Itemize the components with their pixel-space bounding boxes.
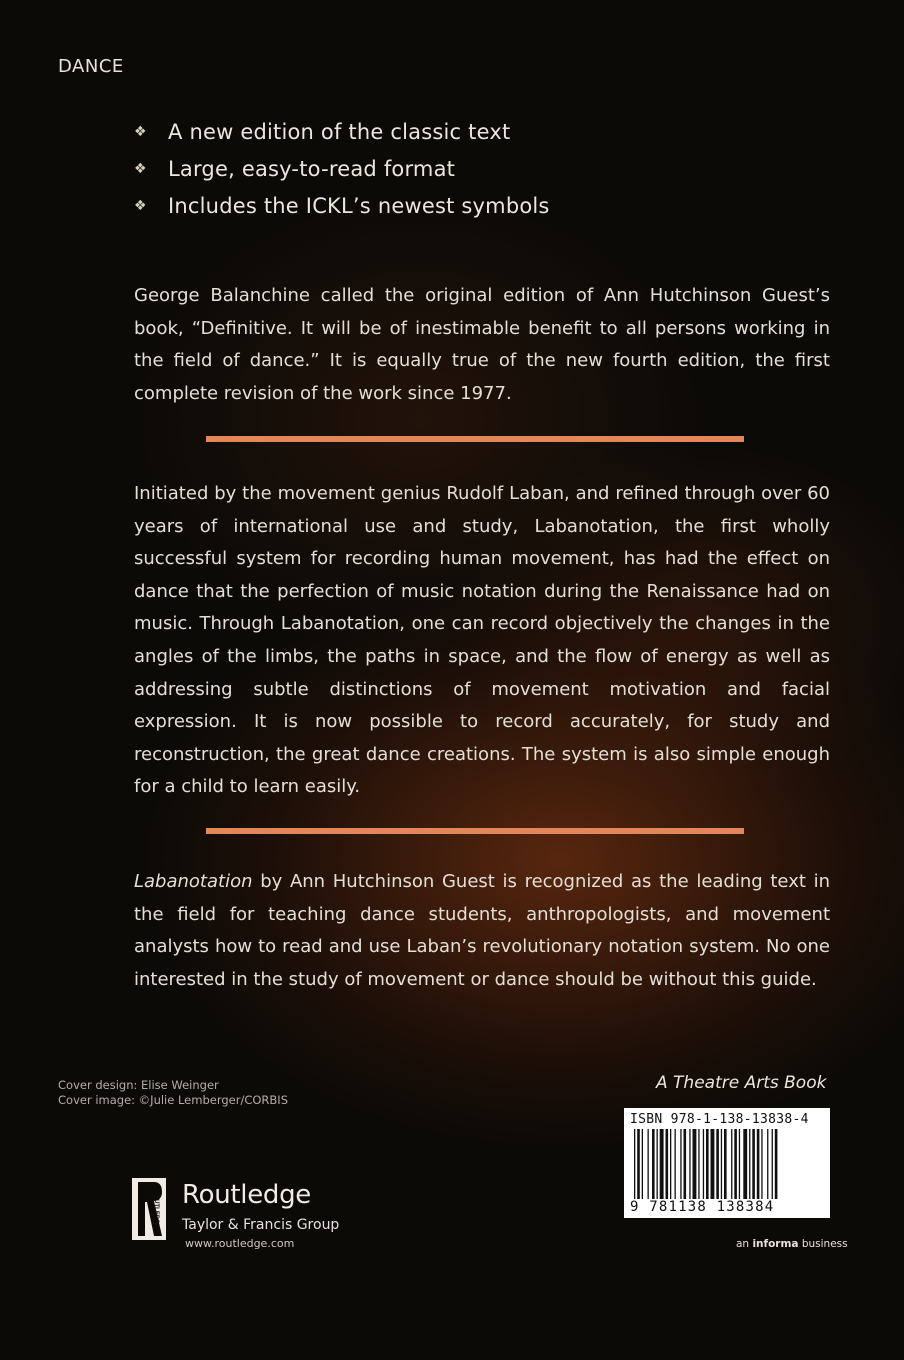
routledge-logo-icon: [132, 1178, 172, 1240]
barcode-bar: [757, 1129, 760, 1199]
balanchine-quote-paragraph: George Balanchine called the original edition of Ann Hutchinson Guest’s book, “Definitive. It will be of inestimable benefit to all persons working in the field of dance.” It is equally true of the new fourth edition, the first complete revision of the work since 1977.: [134, 285, 830, 404]
barcode-bar: [749, 1129, 750, 1199]
divider-rule: [206, 436, 744, 442]
isbn-barcode: [624, 1108, 830, 1218]
barcode-bar: [666, 1129, 669, 1199]
publisher-url: www.routledge.com: [185, 1237, 295, 1250]
barcode-bar: [652, 1129, 655, 1199]
barcode-bar: [660, 1129, 664, 1199]
barcode-bar: [703, 1129, 704, 1199]
list-item: [134, 150, 550, 187]
barcode-bar: [680, 1129, 681, 1199]
barcode-bar: [648, 1129, 649, 1199]
barcode-number: 9 781138 138384: [630, 1199, 775, 1215]
cover-image-credit: Cover image: ©Julie Lemberger/CORBIS: [58, 1093, 288, 1107]
barcode-bar: [670, 1129, 671, 1199]
logo-text: ROUTLEDGE: [153, 1190, 159, 1228]
list-item: [134, 187, 550, 224]
book-title: Labanotation: [134, 871, 253, 892]
imprint-label: A Theatre Arts Book: [656, 1073, 827, 1093]
bullet-text: Large, easy-to-read format: [168, 156, 456, 181]
barcode-bar: [642, 1129, 643, 1199]
barcode-bar: [693, 1129, 697, 1199]
barcode-bars: [630, 1129, 824, 1199]
barcode-bar: [675, 1129, 676, 1199]
divider-rule: [206, 828, 744, 834]
publisher-group: Taylor & Francis Group: [182, 1217, 340, 1233]
barcode-bar: [716, 1129, 719, 1199]
barcode-bar: [775, 1129, 778, 1199]
labanotation-description-paragraph: Initiated by the movement genius Rudolf Laban, and refined through over 60 years of international use and study, Labanotation, the first wholly successful system for recording human movement, has had the effect on dance that the perfection of music notation during the Renaissance had on music. Through Labanotation, one can record objectively the changes in the angles of the limbs, the paths in space, and the flow of energy as well as addressing subtle distinctions of movement motivation and facial expression. It is now possible to record accurately, for study and reconstruction, the great dance creations. The system is also simple enough for a child to learn easily.: [134, 483, 830, 798]
barcode-bar: [767, 1129, 768, 1199]
barcode-bar: [772, 1129, 773, 1199]
summary-text: by Ann Hutchinson Guest is recognized as the leading text in the field for teaching dance students, anthropologists, and movement analysts how to read and use Laban’s revolutionary notation system. No one interested in the study of movement or dance should be without this guide.: [134, 871, 830, 990]
publisher-name: Routledge: [182, 1180, 312, 1210]
informa-prefix: an: [736, 1238, 753, 1250]
bullet-text: A new edition of the classic text: [168, 119, 511, 144]
barcode-bar: [734, 1129, 737, 1199]
category-label: DANCE: [58, 56, 124, 77]
barcode-bar: [637, 1129, 640, 1199]
barcode-bar: [739, 1129, 740, 1199]
cover-design-credit: Cover design: Elise Weinger: [58, 1078, 219, 1092]
list-item: [134, 113, 550, 150]
barcode-bar: [634, 1129, 635, 1199]
informa-business-label: [736, 1238, 848, 1250]
diamond-bullet-icon: ❖: [134, 197, 147, 214]
barcode-bar: [721, 1129, 722, 1199]
bullet-text: Includes the ICKL’s newest symbols: [168, 193, 550, 218]
barcode-bar: [657, 1129, 658, 1199]
barcode-bar: [706, 1129, 709, 1199]
informa-suffix: business: [798, 1238, 848, 1250]
diamond-bullet-icon: ❖: [134, 123, 147, 140]
barcode-bar: [743, 1129, 747, 1199]
informa-brand: informa: [752, 1238, 799, 1250]
barcode-bar: [698, 1129, 699, 1199]
barcode-bar: [689, 1129, 690, 1199]
cover-credits: [58, 1078, 288, 1108]
book-summary-paragraph: [134, 866, 830, 996]
barcode-bar: [684, 1129, 687, 1199]
isbn-label: ISBN 978-1-138-13838-4: [630, 1112, 809, 1127]
barcode-bar: [761, 1129, 762, 1199]
barcode-bar: [711, 1129, 715, 1199]
diamond-bullet-icon: ❖: [134, 160, 147, 177]
barcode-bar: [731, 1129, 732, 1199]
barcode-bar: [724, 1129, 727, 1199]
feature-bullet-list: [134, 113, 550, 224]
barcode-bar: [752, 1129, 755, 1199]
